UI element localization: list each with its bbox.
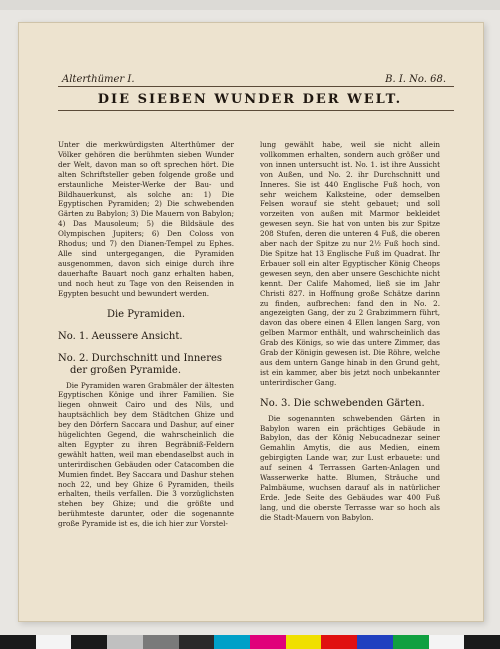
color-patch [464,635,500,649]
color-patch [107,635,143,649]
color-patch [214,635,250,649]
color-patch [429,635,465,649]
header-rule-bottom [58,110,454,111]
heading-no3: No. 3. Die schwebenden Gärten. [260,397,425,409]
page-title: DIE SIEBEN WUNDER DER WELT. [97,92,403,107]
header-rule-top [58,86,454,87]
section-label: Alterthümer I. [62,74,135,85]
color-patch [179,635,215,649]
color-patch [36,635,72,649]
gardens-paragraph: Die sogenannten schwebenden Gärten in Babylon waren ein prächtiges Gebäude in Babylon, das der König Nebucadnezar seiner Gemahlin Amytis, die aus Medien, einem gebirgigten Lande war, zur Lust erbauete: und auf seinen 4 Terrassen Garten-Anlagen und Wasserwerke hatte. Blumen, Sträuche und Palmbäume, wuchsen darauf als in natürlicher Erde. Jede Seite des Gebäudes war 400 Fuß lang, und die oberste Terrasse war so hoch als die Stadt-Mauern von Babylon. [260,413,440,522]
color-patch [357,635,393,649]
color-patch [393,635,429,649]
color-patch [250,635,286,649]
heading-pyramids: Die Pyramiden. [106,308,186,320]
intro-paragraph: Unter die merkwürdigsten Alterthümer der Völker gehören die berühmten sieben Wunder der Welt, davon man so oft sprechen hört. Die alten Schriftsteller geben folgende große und erstaunliche Meister-Werke der Bau- und Bildhauerkunst, als solche an: 1) Die Egyptischen Pyramiden; 2) Die schwebenden Gärten zu Babylon; 3) Die Mauern von Babylon; 4) Das Mausoleum; 5) die Bildsäule des Olympischen Jupiters; 6) Den Coloss von Rhodus; und 7) den Dianen-Tempel zu Ephes. Alle sind untergegangen, die Pyramiden ausgenommen, davon sich einige durch ihre dauerhafte Bauart noch ganz erhalten haben, und noch heut zu Tage von den Reisenden in Egypten besucht und bewundert werden. [58,140,234,298]
pyramid-description: lung gewählt habe, weil sie nicht allein vollkommen erhalten, sondern auch größer und von innen untersucht ist. No. 1. ist ihre Aussicht von Außen, und No. 2. ihr Durchschnitt und Inneres. Sie ist 440 Englische Fuß hoch, von sehr weichem Kalksteine, oder demselben Felsen worauf sie steht gebauet; und soll vorzeiten von außen mit Marmor bekleidet gewesen seyn. Sie hat von unten bis zur Spitze 208 Stufen, deren die unteren 4 Fuß, die oberen aber nach der Spitze zu nur 2½ Fuß hoch sind. Die Spitze hat 13 Englische Fuß im Quadrat. Ihr Erbauer soll ein alter Egyptischer König Cheops gewesen seyn, den aber unsere Geschichte nicht kennt. Der Calife Mahomed, ließ sie im Jahr Christi 827. in Hoffnung große Schätze darinn zu finden, aufbrechen: fand den in No. 2. angezeigten Gang, der zu 2 Grabzimmern führt, davon das obere einen 4 Ellen langen Sarg, von gelben Marmor enthält, und wahrscheinlich das Grab des Königs, so wie das untere Zimmer, das Grab der Königin gewesen ist. Die Röhre, welche aus dem untern Gange hinab in den Grund geht, ist ein kammer, aber bis jetzt noch unbekannter unterirdischer Gang. [260,140,440,387]
color-calibration-strip [0,635,500,649]
color-patch [0,635,36,649]
pyramids-paragraph: Die Pyramiden waren Grabmäler der ältesten Egyptischen Könige und ihrer Familien. Sie liegen ohnweit Cairo und des Nils, und hauptsächlich bey dem Städtchen Ghize und bey den Dörfern Saccara und Dashur, auf einer hügelichten Gegend, die wahrscheinlich die alten Egypter zu ihren Begräbniß-Feldern gewählt hatten, weil man ebendaselbst auch in unterirdischen Gebäuden oder Catacomben die Mumien findet. Bey Saccara und Dashur stehen noch 22, und bey Ghize 6 Pyramiden, theils erhalten, theils verfallen. Die 3 vorzüglichsten stehen bey Ghize; und die größte und berühmteste darunter, oder die sogenannte große Pyramide ist es, die ich hier zur Vorstel- [58,380,234,529]
heading-no2-line1: No. 2. Durchschnitt und Inneres [58,352,223,364]
color-patch [286,635,322,649]
left-column [58,140,234,533]
heading-no2-line2: der großen Pyramide. [70,364,181,376]
right-column [260,140,440,527]
color-patch [143,635,179,649]
scan-background [0,0,500,10]
color-patch [71,635,107,649]
heading-no1: No. 1. Aeussere Ansicht. [58,330,183,342]
color-patch [321,635,357,649]
page-reference: B. I. No. 68. [385,74,446,85]
